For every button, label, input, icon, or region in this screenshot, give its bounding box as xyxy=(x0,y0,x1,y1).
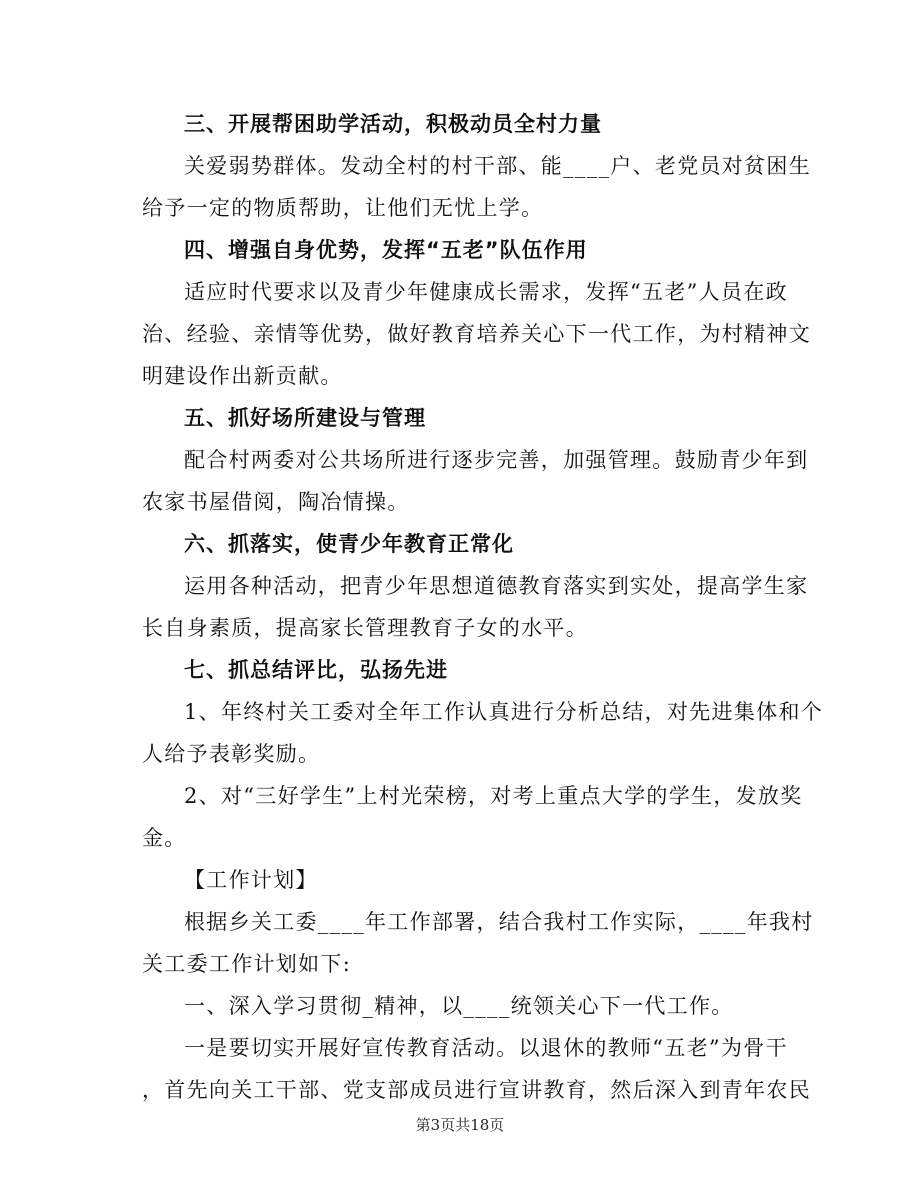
section-heading: 三、开展帮困助学活动，积极动员全村力量 xyxy=(184,112,602,136)
paragraph-line: ，首先向关工干部、党支部成员进行宣讲教育，然后深入到青年农民 xyxy=(142,1078,811,1102)
list-item-line: 2、对“三好学生”上村光荣榜，对考上重点大学的学生，发放奖 xyxy=(184,784,803,808)
section-heading: 七、抓总结评比，弘扬先进 xyxy=(184,658,448,682)
paragraph-line: 关爱弱势群体。发动全村的村干部、能____户、老党员对贫困生 xyxy=(184,154,811,178)
paragraph-line: 配合村两委对公共场所进行逐步完善，加强管理。鼓励青少年到 xyxy=(184,448,809,472)
paragraph-line: 给予一定的物质帮助，让他们无忧上学。 xyxy=(142,196,544,220)
list-item-line: 1、年终村关工委对全年工作认真进行分析总结，对先进集体和个 xyxy=(184,700,824,724)
document-body xyxy=(142,103,824,1111)
list-item-line: 人给予表彰奖励。 xyxy=(142,742,321,766)
paragraph-line: 适应时代要求以及青少年健康成长需求，发挥“五老”人员在政 xyxy=(184,280,788,304)
page-number-footer: 第3页共18页 xyxy=(415,1116,505,1134)
paragraph-line: 一、深入学习贯彻_精神，以____统领关心下一代工作。 xyxy=(184,994,734,1018)
paragraph-line: 一是要切实开展好宣传教育活动。以退休的教师“五老”为骨干 xyxy=(184,1036,788,1060)
paragraph-line: 长自身素质，提高家长管理教育子女的水平。 xyxy=(142,616,588,640)
paragraph-line: 关工委工作计划如下: xyxy=(142,952,352,976)
plan-title: 【工作计划】 xyxy=(184,868,318,892)
paragraph-line: 治、经验、亲情等优势，做好教育培养关心下一代工作，为村精神文 xyxy=(142,322,811,346)
section-heading: 六、抓落实，使青少年教育正常化 xyxy=(184,532,514,556)
paragraph-line: 运用各种活动，把青少年思想道德教育落实到实处，提高学生家 xyxy=(184,574,809,598)
section-heading: 五、抓好场所建设与管理 xyxy=(184,406,426,430)
paragraph-line: 明建设作出新贡献。 xyxy=(142,364,343,388)
section-heading: 四、增强自身优势，发挥“五老”队伍作用 xyxy=(184,238,588,262)
list-item-line: 金。 xyxy=(142,826,187,850)
paragraph-line: 根据乡关工委____年工作部署，结合我村工作实际，____年我村 xyxy=(184,910,814,934)
paragraph-line: 农家书屋借阅，陶冶情操。 xyxy=(142,490,410,514)
